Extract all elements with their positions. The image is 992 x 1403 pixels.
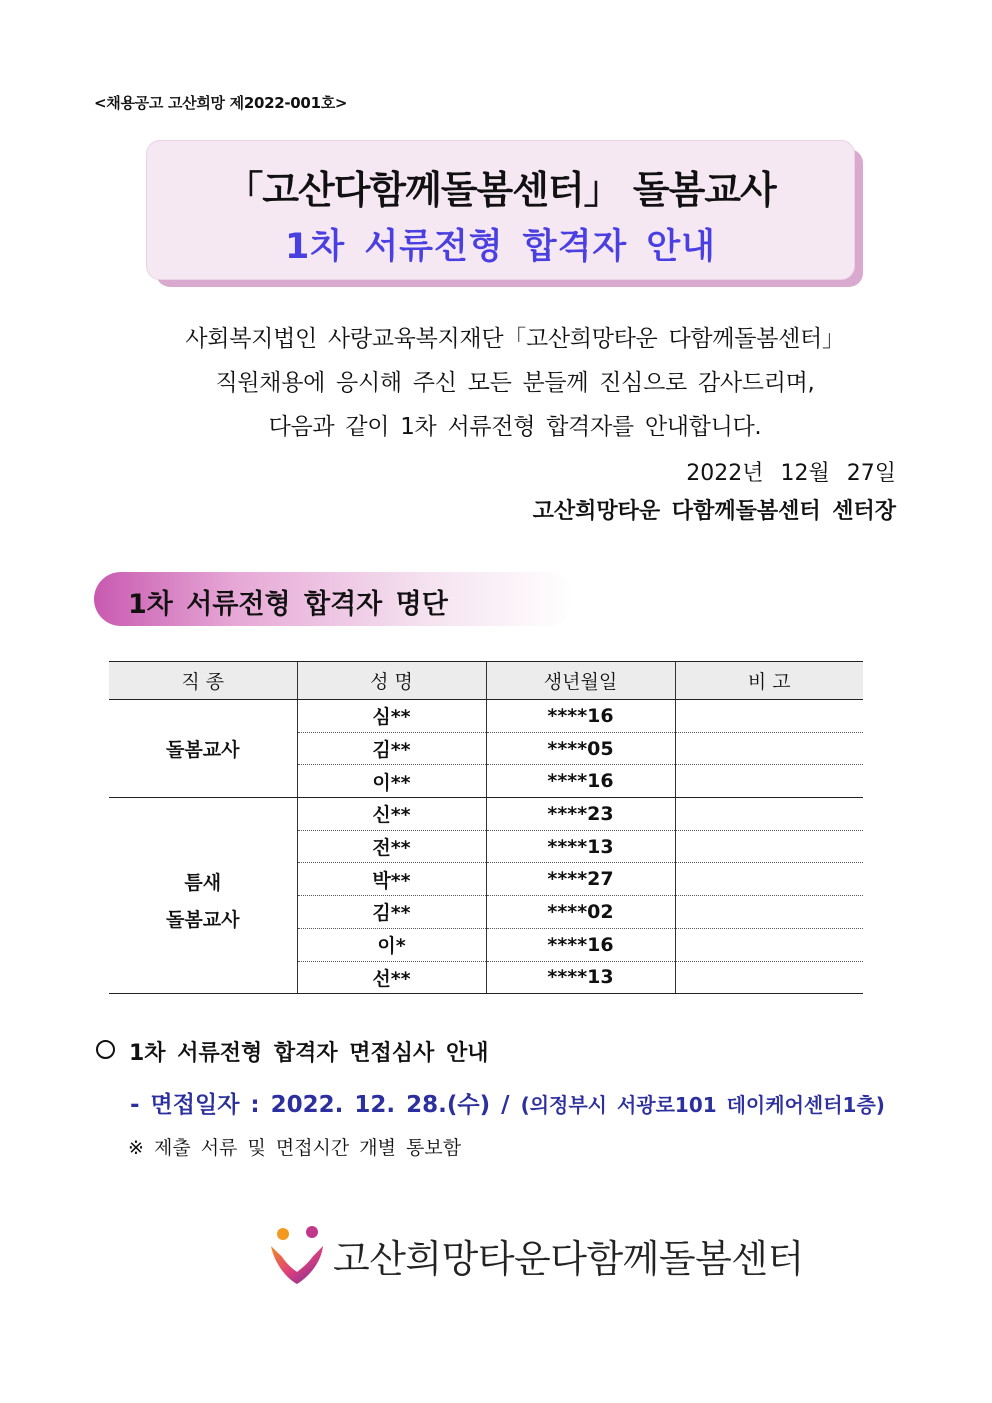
job-cell (109, 798, 297, 994)
birth-cell: ****23 (486, 798, 675, 831)
table-row (109, 700, 863, 733)
title-box (146, 140, 855, 280)
note-cell (675, 732, 863, 765)
job-label: 돌봄교사 (166, 739, 240, 762)
birth-cell: ****13 (486, 830, 675, 863)
notice-number: <채용공고 고산희망 제2022-001호> (94, 94, 348, 112)
note-cell (675, 830, 863, 863)
note-cell (675, 961, 863, 994)
interview-heading-text: 1차 서류전형 합격자 면접심사 안내 (129, 1041, 489, 1066)
table-header-row (109, 662, 863, 700)
birth-cell: ****13 (486, 961, 675, 994)
name-cell: 이* (297, 928, 486, 961)
name-cell: 전** (297, 830, 486, 863)
birth-cell: ****02 (486, 896, 675, 929)
title-line-2: 1차 서류전형 합격자 안내 (284, 227, 716, 267)
note-cell (675, 765, 863, 798)
name-cell: 선** (297, 961, 486, 994)
header-birthdate: 생년월일 (486, 662, 675, 700)
intro-line-1: 사회복지법인 사랑교육복지재단「고산희망타운 다함께돌봄센터」 (185, 326, 845, 352)
note-cell (675, 928, 863, 961)
circle-bullet-icon (96, 1040, 115, 1059)
birth-cell: ****16 (486, 700, 675, 733)
birth-cell: ****16 (486, 765, 675, 798)
name-cell: 김** (297, 732, 486, 765)
header-note: 비 고 (675, 662, 863, 700)
name-cell: 심** (297, 700, 486, 733)
name-cell: 김** (297, 896, 486, 929)
birth-cell: ****05 (486, 732, 675, 765)
name-cell: 박** (297, 863, 486, 896)
table-row (109, 798, 863, 831)
interview-date: - 면접일자 : 2022. 12. 28.(수) / (130, 1092, 510, 1118)
intro-line-2: 직원채용에 응시해 주신 모든 분들께 진심으로 감사드리며, (215, 370, 815, 396)
note-cell (675, 863, 863, 896)
section-title: 1차 서류전형 합격자 명단 (128, 589, 448, 620)
title-line-1: 「고산다함께돌봄센터」 돌봄교사 (225, 168, 776, 212)
job-label: 돌봄교사 (166, 908, 240, 931)
signer: 고산희망타운 다함께돌봄센터 센터장 (532, 499, 896, 524)
note-cell (675, 700, 863, 733)
name-cell: 이** (297, 765, 486, 798)
intro-line-3: 다음과 같이 1차 서류전형 합격자를 안내합니다. (268, 414, 762, 440)
note-cell (675, 798, 863, 831)
header-job: 직 종 (109, 662, 297, 700)
header-name: 성 명 (297, 662, 486, 700)
announcement-date: 2022년 12월 27일 (686, 461, 896, 486)
birth-cell: ****16 (486, 928, 675, 961)
interview-heading (96, 1036, 488, 1067)
interview-location: (의정부시 서광로101 데이케어센터1층) (520, 1093, 885, 1117)
job-label: 틈새 (184, 871, 222, 894)
roster-table (109, 661, 863, 994)
note-cell (675, 896, 863, 929)
heart-logo-icon (265, 1222, 329, 1290)
name-cell: 신** (297, 798, 486, 831)
logo-text: 고산희망타운다함께돌봄센터 (333, 1237, 804, 1281)
job-cell (109, 700, 297, 798)
birth-cell: ****27 (486, 863, 675, 896)
section-header-bar (94, 572, 574, 626)
remark: ※ 제출 서류 및 면접시간 개별 통보함 (128, 1137, 462, 1159)
center-logo (265, 1222, 804, 1292)
interview-date-line (130, 1086, 885, 1119)
